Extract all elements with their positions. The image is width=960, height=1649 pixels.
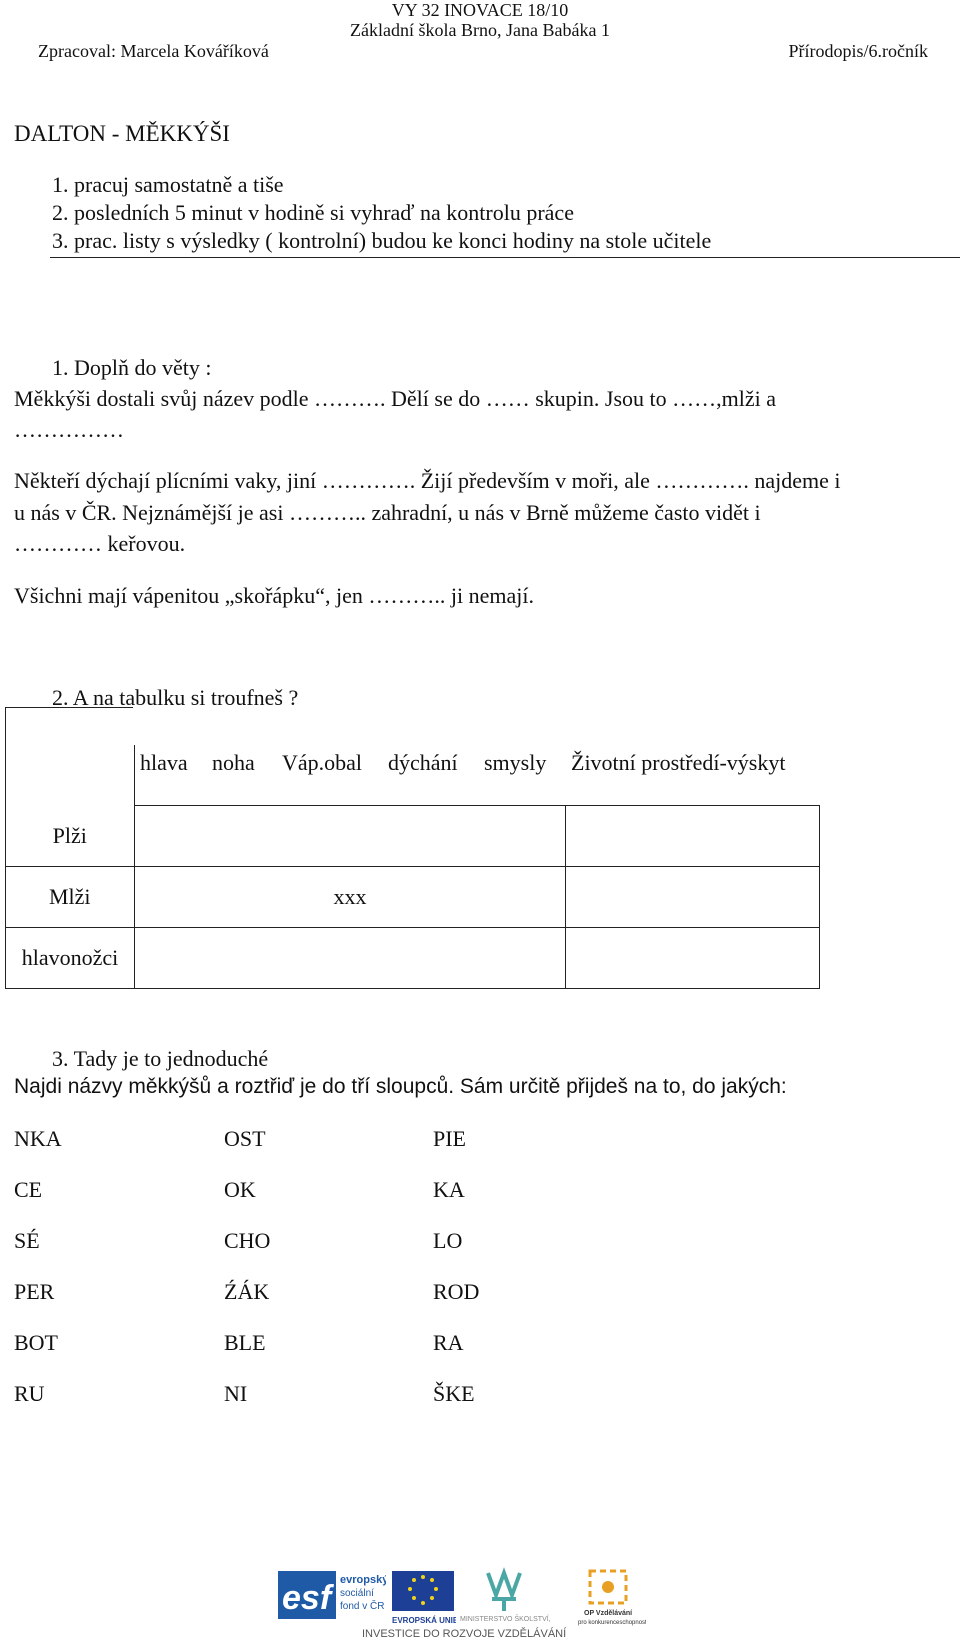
eu-flag-logo [390,1565,456,1627]
syllable: ROD [433,1279,480,1304]
msmt-logo [458,1565,570,1627]
syllable: SÉ [14,1228,40,1253]
table-top-border [5,707,133,708]
column-header: Životní prostředí-výskyt [571,750,786,775]
table-cell[interactable] [566,928,820,989]
svg-text:pro konkurenceschopnost: pro konkurenceschopnost [578,1620,646,1626]
syllable: RA [433,1330,464,1355]
page-title: DALTON - MĚKKÝŠI [14,121,230,146]
syllable: OST [224,1126,266,1151]
table-cell [135,745,566,806]
syllable: OK [224,1177,256,1202]
task1-line: Všichni mají vápenitou „skořápku“, jen ……….. ji nemají. [14,583,534,608]
row-label: Plži [6,806,135,867]
svg-text:esf: esf [282,1579,332,1617]
footer-tagline: INVESTICE DO ROZVOJE VZDĚLÁVÁNÍ [362,1628,567,1640]
op-logo [576,1565,646,1627]
table-cell [6,745,135,806]
svg-text:EVROPSKÁ UNIE: EVROPSKÁ UNIE [392,1616,456,1625]
table-row [6,806,820,867]
syllable: ŹÁK [224,1279,270,1304]
svg-text:fond v ČR: fond v ČR [340,1601,385,1612]
syllable: BOT [14,1330,58,1355]
table-cell [566,745,820,806]
esf-logo [278,1565,386,1627]
column-header: smysly [484,750,547,775]
table-row [6,745,820,806]
svg-text:MINISTERSTVO ŠKOLSTVÍ,: MINISTERSTVO ŠKOLSTVÍ, [460,1616,551,1623]
task1-line: Někteří dýchají plícními vaky, jiní …………. Žijí především v moři, ale …………. najdeme i [14,468,841,493]
syllable: CE [14,1177,43,1202]
syllable: ŠKE [433,1381,475,1406]
task1-heading: 1. Doplň do věty : [52,355,212,380]
column-header: dýchání [388,750,458,775]
header-line-2: Základní škola Brno, Jana Babáka 1 [350,20,610,40]
table-left-border [5,707,6,943]
task1-line: Měkkýši dostali svůj název podle ………. Dělí se do …… skupin. Jsou to ……,mlži a [14,386,776,411]
rule-item: 2. posledních 5 minut v hodině si vyhraď na kontrolu práce [52,200,574,225]
header-author: Zpracoval: Marcela Kováříková [38,41,269,61]
header-line-1: VY 32 INOVACE 18/10 [391,0,569,20]
task3-instruction: Najdi názvy měkkýšů a roztřiď je do tří sloupců. Sám určitě přijdeš na to, do jakých: [14,1075,787,1098]
syllable: NI [224,1381,248,1406]
svg-text:evropský: evropský [340,1574,386,1586]
task1-line: …………… [14,417,124,442]
syllable: KA [433,1177,465,1202]
table-row [6,867,820,928]
table-cell[interactable] [135,928,566,989]
table-row [6,928,820,989]
rule-item: 3. prac. listy s výsledky ( kontrolní) budou ke konci hodiny na stole učitele [52,228,712,253]
task2-heading: 2. A na tabulku si troufneš ? [52,685,299,710]
svg-text:OP Vzdělávání: OP Vzdělávání [584,1610,633,1617]
row-label: hlavonožci [6,928,135,989]
rule-item: 1. pracuj samostatně a tiše [52,172,284,197]
table-cell[interactable] [566,867,820,928]
divider [50,257,960,258]
table-cell[interactable] [566,806,820,867]
column-header: hlava [140,750,188,775]
table-cell[interactable] [135,806,566,867]
task1-line: u nás v ČR. Nejznámější je asi ……….. zahradní, u nás v Brně můžeme často vidět i [14,500,761,525]
column-header: Váp.obal [282,750,363,775]
task1-line: ………… keřovou. [14,531,186,556]
syllable: NKA [14,1126,62,1151]
syllable: PIE [433,1126,466,1151]
table-cell[interactable]: xxx [135,867,566,928]
syllable: CHO [224,1228,271,1253]
row-label: Mlži [6,867,135,928]
syllable: LO [433,1228,463,1253]
syllable: BLE [224,1330,266,1355]
molluscs-table [5,745,820,989]
header-subject: Přírodopis/6.ročník [788,41,928,61]
task3-heading: 3. Tady je to jednoduché [52,1046,269,1071]
svg-text:sociální: sociální [340,1588,374,1599]
syllable: RU [14,1381,45,1406]
column-header: noha [212,750,255,775]
syllable: PER [14,1279,55,1304]
